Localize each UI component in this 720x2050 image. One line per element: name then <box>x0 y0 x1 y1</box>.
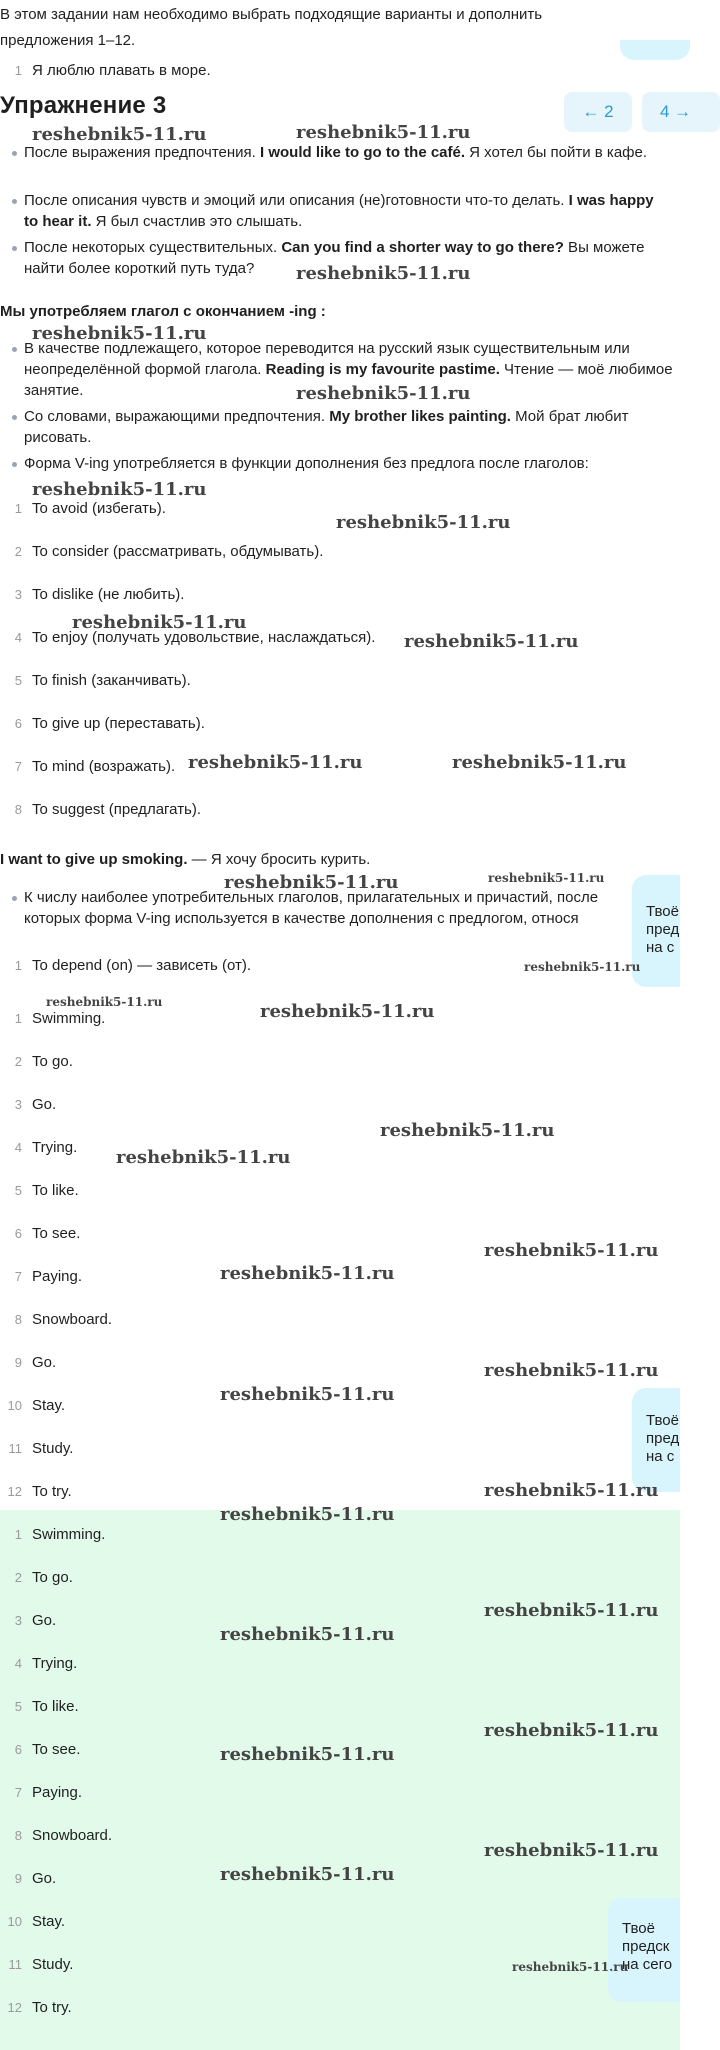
watermark: reshebnik5-11.ru <box>524 960 641 974</box>
watermark: reshebnik5-11.ru <box>220 1263 395 1284</box>
watermark: reshebnik5-11.ru <box>336 512 511 533</box>
watermark: reshebnik5-11.ru <box>296 122 471 143</box>
watermark: reshebnik5-11.ru <box>260 1001 435 1022</box>
rule-bullet: Со словами, выражающими предпочтения. My brother likes painting. Мой брат любит рисовать. <box>12 406 674 448</box>
prev-exercise-button[interactable]: ← 2 <box>564 92 632 132</box>
watermark: reshebnik5-11.ru <box>484 1240 659 1261</box>
prediction-bubble[interactable]: Твоё пред на с <box>632 875 680 987</box>
watermark: reshebnik5-11.ru <box>46 995 163 1009</box>
item-number: 1 <box>14 63 22 78</box>
rule-bullet: После некоторых существительных. Can you find a shorter way to go there? Вы можете найти более короткий путь туда? <box>12 237 680 279</box>
watermark: reshebnik5-11.ru <box>484 1360 659 1381</box>
watermark: reshebnik5-11.ru <box>220 1864 395 1885</box>
watermark: reshebnik5-11.ru <box>484 1480 659 1501</box>
watermark: reshebnik5-11.ru <box>224 872 399 893</box>
watermark: reshebnik5-11.ru <box>220 1384 395 1405</box>
next-exercise-button[interactable]: 4 → <box>642 92 720 132</box>
watermark: reshebnik5-11.ru <box>220 1624 395 1645</box>
watermark: reshebnik5-11.ru <box>296 383 471 404</box>
watermark: reshebnik5-11.ru <box>484 1840 659 1861</box>
watermark: reshebnik5-11.ru <box>512 1960 629 1974</box>
watermark: reshebnik5-11.ru <box>72 612 247 633</box>
watermark: reshebnik5-11.ru <box>32 479 207 500</box>
item-text: Я люблю плавать в море. <box>32 62 211 79</box>
watermark: reshebnik5-11.ru <box>32 323 207 344</box>
watermark: reshebnik5-11.ru <box>484 1600 659 1621</box>
section-heading: Мы употребляем глагол с окончанием -ing : <box>0 303 326 320</box>
intro-text: В этом задании нам необходимо выбрать подходящие варианты и дополнить предложения 1–12. <box>0 6 543 49</box>
watermark: reshebnik5-11.ru <box>452 752 627 773</box>
watermark: reshebnik5-11.ru <box>220 1504 395 1525</box>
watermark: reshebnik5-11.ru <box>488 871 605 885</box>
rule-bullet: В качестве подлежащего, которое переводится на русский язык существительным или неопределённой формой глагола. Reading is my favourite pastime. Чтение — моё любимое занятие. <box>12 338 674 401</box>
watermark: reshebnik5-11.ru <box>32 124 207 145</box>
rule-bullet: К числу наиболее употребительных глаголов, прилагательных и причастий, после которых форма V-ing используется в качестве дополнения с предлогом, относя <box>12 887 632 931</box>
watermark: reshebnik5-11.ru <box>220 1744 395 1765</box>
rule-bullet: После выражения предпочтения. I would like to go to the café. Я хотел бы пойти в кафе. <box>12 142 652 163</box>
rule-bullet: После описания чувств и эмоций или описания (не)готовности что-то делать. I was happy to hear it. Я был счастлив это слышать. <box>12 190 662 232</box>
watermark: reshebnik5-11.ru <box>188 752 363 773</box>
prediction-bubble[interactable]: Твоё предск на сего <box>608 1898 680 2002</box>
watermark: reshebnik5-11.ru <box>484 1720 659 1741</box>
example-sentence: I want to give up smoking. — Я хочу бросить курить. <box>0 851 371 868</box>
prediction-bubble[interactable]: Твоё пред на с <box>632 1388 680 1492</box>
watermark: reshebnik5-11.ru <box>380 1120 555 1141</box>
list-item <box>0 60 680 79</box>
watermark: reshebnik5-11.ru <box>404 631 579 652</box>
prediction-bubble-top[interactable] <box>620 40 690 60</box>
watermark: reshebnik5-11.ru <box>296 263 471 284</box>
rule-bullet: Форма V-ing употребляется в функции дополнения без предлога после глаголов: <box>12 453 672 474</box>
watermark: reshebnik5-11.ru <box>116 1147 291 1168</box>
exercise-title: Упражнение 3 <box>0 92 167 119</box>
